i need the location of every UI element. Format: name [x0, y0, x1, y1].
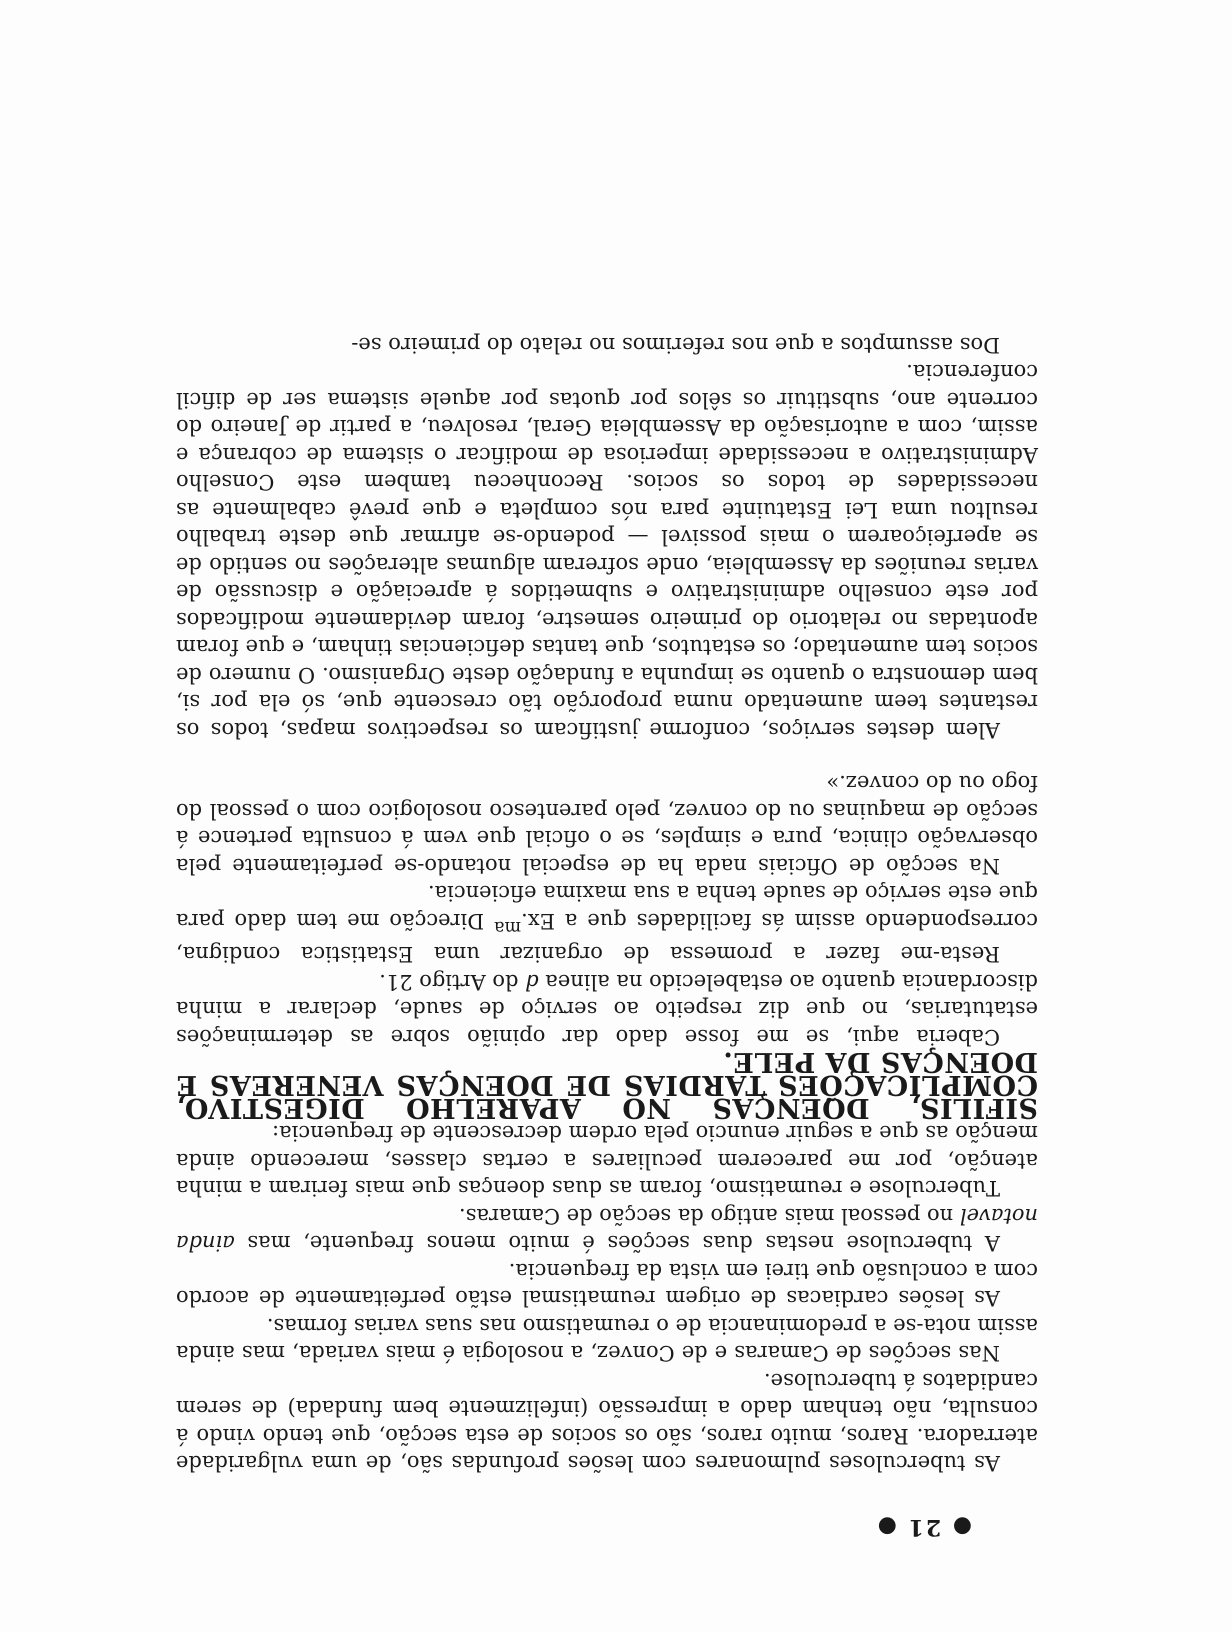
paragraph-caberia-aqui-part2: do Artigo 21.	[379, 970, 519, 994]
italic-alinea-d: d	[525, 970, 539, 994]
paragraph-resta-me	[176, 879, 1038, 968]
paragraph-tuberculose-reumatismo: Tuberculose e reumatismo, foram as duas doenças que mais feriram a minha atenção, por me parecerem peculiares a certas classes, merecendo ainda menção as que a seguir enuncio pela ordem decrescente de frequencia:	[176, 1121, 1038, 1201]
paragraph-alem-destes-servicos: Alem destes serviços, conforme justificam os respectivos mapas, todos os restantes teem aumentado numa proporção tão crescente que, só ela por si, bem demonstra o quanto se impunha a fundação deste Organismo. O numero de socios tem aumentado; os estatutos, que tantas deficiencias tinham, e que foram apontadas no relatorio do primeiro semestre, foram devidamente modificados por este conselho administrativo e submetidos á apreciação e discussão de varias reuniões da Assembleia, onde sofreram algumas alterações no sentido de se aperfeiçoarem o mais possivel — podendo-se afirmar que deste trabalho resultou uma Lei Estatuinte para nós completa e que prevê cabalmente as necessidades de todos os socios. Reconheceu tambem este Conselho Administrativo a necessidade imperiosa de modificar o sistema de cobrança e assim, com a autorisação da Assembleia Geral, resolveu, a partir de Janeiro do corrente ano, substituir os sêlos por quotas por aquele sistema ser de dificil conferencia.	[176, 360, 1038, 742]
paragraph-lesoes-cardiacas: As lesões cardiacas de origem reumatismal estão perfeitamente de acordo com a conclusão que tirei em vista da frequencia.	[176, 1259, 1038, 1311]
disease-list-heading: SIFILIS, DOENÇAS NO APARELHO DIGESTIVO, COMPLICAÇÕES TARDIAS DE DOENÇAS VENEREAS E DOENÇAS DA PELE.	[176, 1046, 1038, 1123]
paragraph-tuberculose-seccoes	[176, 1202, 1038, 1257]
italic-ainda-notavel: ainda notavel	[176, 1204, 1038, 1256]
paragraph-dos-assumptos: Dos assumptos a que nos referimos no relato do primeiro se-	[351, 333, 1000, 357]
paragraph-tuberculose-seccoes-part1: A tuberculose nestas duas secções é muito menos frequente, mas	[247, 1231, 1000, 1256]
paragraph-seccao-oficiais: Na secção de Oficiais nada ha de especial notando-se perfeitamente pela observação clinica, pura e simples, se o oficial que vem á consulta pertence á secção de maquinas ou do convez, pelo parentesco nosologico com o pessoal do fogo ou do convez.»	[176, 771, 1038, 878]
paragraph-seccoes-camaras-convez: Nas secções de Camaras e de Convez, a nosologia é mais variada, mas ainda assim nota-se a predominancia de o reumatismo nas suas varias formas.	[176, 1314, 1038, 1366]
paragraph-tuberculose-seccoes-part2: no pessoal mais antigo da secção de Camaras.	[459, 1204, 954, 1228]
paragraph-caberia-aqui	[176, 968, 1038, 1051]
superscript-ma: ma	[494, 917, 522, 937]
paragraph-caberia-aqui-part1: Caberia aqui, se me fosse dado dar opinião sobre as determinações estatutarias, no que diz respeito ao serviço de saude, declarar a minha discordancia quanto ao estabelecido na alinea	[176, 970, 1038, 1049]
paragraph-resta-me-part2: Direcção me tem dado para que este serviço de saude tenha a sua maxima eficiencia.	[176, 881, 1038, 933]
paragraph-tuberculoses-pulmonares: As tuberculoses pulmonares com lesões profundas são, de uma vulgaridade aterradora. Raros, muito raros, são os socios de esta secção, que tendo vindo á consulta, não tenham dado a impressão (infelizmente bem fundada) de serem candidatos á tuberculose.	[176, 1369, 1038, 1476]
text-block	[176, 331, 1038, 1541]
paragraph-resta-me-part1: Resta-me fazer a promessa de organizar uma Estatistica condigna, correspondendo assim ás facilidades que a Ex.	[176, 909, 1038, 967]
page-number: ● 21 ●	[875, 1514, 972, 1540]
